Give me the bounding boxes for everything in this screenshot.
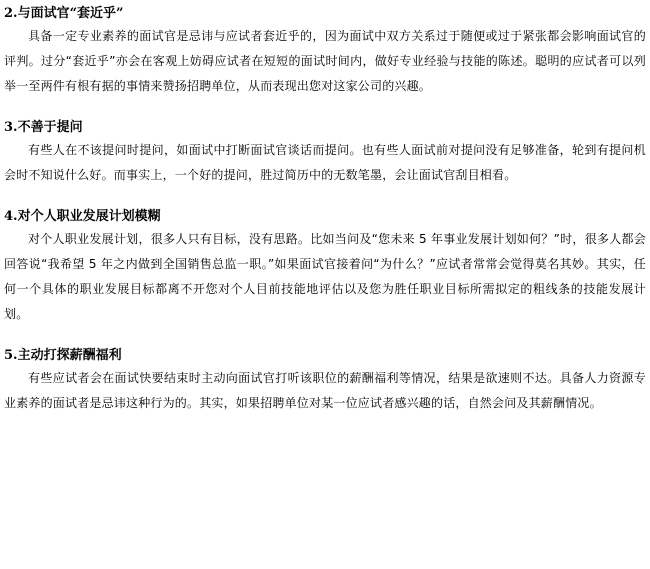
section-heading: 3.不善于提问: [4, 120, 83, 135]
section-spacer: [4, 188, 646, 207]
section-heading: 5.主动打探薪酬福利: [4, 348, 122, 363]
section-spacer: [4, 327, 646, 346]
section-heading: 2.与面试官“套近乎”: [4, 6, 124, 21]
section-spacer: [4, 99, 646, 118]
section-paragraph: 具备一定专业素养的面试官是忌讳与应试者套近乎的，因为面试中双方关系过于随便或过于紧张都会影响面试官的评判。过分“套近乎”亦会在客观上妨碍应试者在短短的面试时间内，做好专业经验与技能的陈述。聪明的应试者可以列举一至两件有根有据的事情来赞扬招聘单位，从而表现出您对这家公司的兴趣。: [4, 29, 646, 93]
section-5: [4, 346, 646, 416]
section-heading: 4.对个人职业发展计划模糊: [4, 209, 161, 224]
section-4: [4, 207, 646, 327]
section-3: [4, 118, 646, 188]
section-paragraph: 有些应试者会在面试快要结束时主动向面试官打听该职位的薪酬福利等情况，结果是欲速则不达。具备人力资源专业素养的面试者是忌讳这种行为的。其实，如果招聘单位对某一位应试者感兴趣的话，自然会问及其薪酬情况。: [4, 371, 646, 410]
section-2: [4, 4, 646, 99]
section-paragraph: 有些人在不该提问时提问，如面试中打断面试官谈话而提问。也有些人面试前对提问没有足够准备，轮到有提问机会时不知说什么好。而事实上，一个好的提问，胜过简历中的无数笔墨，会让面试官刮目相看。: [4, 143, 646, 182]
section-paragraph: 对个人职业发展计划，很多人只有目标，没有思路。比如当问及“您未来 5 年事业发展计划如何？”时，很多人都会回答说“我希望 5 年之内做到全国销售总监一职。”如果面试官接着问“为什么？”应试者常常会觉得莫名其妙。其实，任何一个具体的职业发展目标都离不开您对个人目前技能地评估以及您为胜任职业目标所需拟定的粗线条的技能发展计划。: [4, 232, 646, 321]
